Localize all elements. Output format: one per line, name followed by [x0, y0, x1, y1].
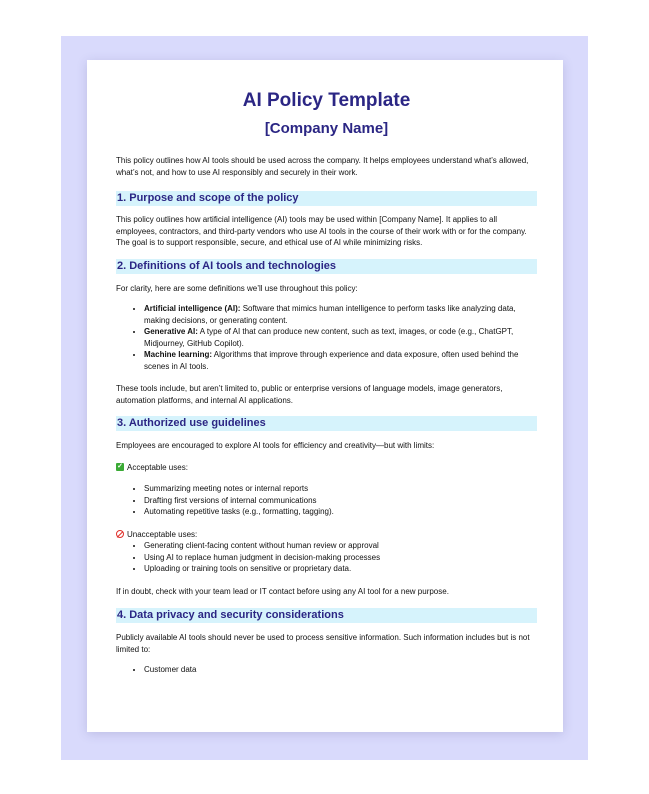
section-heading-authorized-use: 3. Authorized use guidelines: [116, 416, 537, 431]
unacceptable-uses-label: Unacceptable uses:: [116, 529, 537, 541]
data-privacy-body: Publicly available AI tools should never be used to process sensitive information. Such information includes but is not limited to:: [116, 633, 530, 654]
prohibited-icon: [116, 530, 124, 538]
section-heading-data-privacy: 4. Data privacy and security considerations: [116, 608, 537, 623]
definition-item: • Generative AI: A type of AI that can produce new content, such as text, images, or code (e.g., ChatGPT, Midjourney, GitHub Copilot).: [144, 326, 537, 349]
acceptable-uses-label: ✓ Acceptable uses:: [117, 462, 188, 472]
definition-item: • Artificial intelligence (AI): Software that mimics human intelligence to perform tasks like analyzing data, making decisions, or generating content.: [144, 303, 537, 326]
authorized-use-lead: Employees are encouraged to explore AI tools for efficiency and creativity—but with limits:: [116, 441, 435, 450]
document-subtitle: [Company Name]: [264, 120, 389, 137]
section-purpose-body: This policy outlines how artificial intelligence (AI) tools may be used within [Company Name]. It applies to all employees, contractors, and third-party vendors who use AI tools in the course of their work with or for the company. The goal is to support responsible, secure, and ethical use of AI while minimizing risks.: [116, 215, 527, 247]
unacceptable-uses-list: [116, 540, 537, 575]
definitions-closing: These tools include, but aren’t limited to, public or enterprise versions of language models, image generators, automation platforms, and internal AI applications.: [116, 384, 503, 405]
section-heading-definitions: 2. Definitions of AI tools and technologies: [116, 259, 537, 274]
definitions-lead: For clarity, here are some definitions we’ll use throughout this policy:: [116, 283, 358, 293]
list-item: • Generating client-facing content without human review or approval: [144, 540, 537, 552]
authorized-use-closing: If in doubt, check with your team lead or IT contact before using any AI tool for a new purpose.: [116, 586, 449, 596]
definition-item: • Machine learning: Algorithms that improve through experience and data exposure, often used behind the scenes in AI tools.: [144, 349, 537, 372]
intro-paragraph: This policy outlines how AI tools should be used across the company. It helps employees understand what’s allowed, what’s not, and how to use AI responsibly and securely in their work.: [116, 156, 529, 177]
list-item: • Summarizing meeting notes or internal reports: [144, 483, 537, 495]
list-item: • Drafting first versions of internal communications: [144, 495, 537, 507]
acceptable-uses-list: [116, 483, 537, 518]
list-item: • Customer data: [144, 664, 537, 676]
check-mark-icon: ✓: [117, 463, 123, 471]
document-title: AI Policy Template: [242, 90, 411, 111]
list-item: • Automating repetitive tasks (e.g., formatting, tagging).: [144, 506, 537, 518]
section-heading-purpose: 1. Purpose and scope of the policy: [116, 191, 537, 206]
definitions-list: [116, 303, 537, 372]
list-item: • Uploading or training tools on sensitive or proprietary data.: [144, 563, 537, 575]
list-item: • Using AI to replace human judgment in decision-making processes: [144, 552, 537, 564]
data-privacy-list: [116, 664, 537, 676]
document-page: [87, 60, 563, 732]
